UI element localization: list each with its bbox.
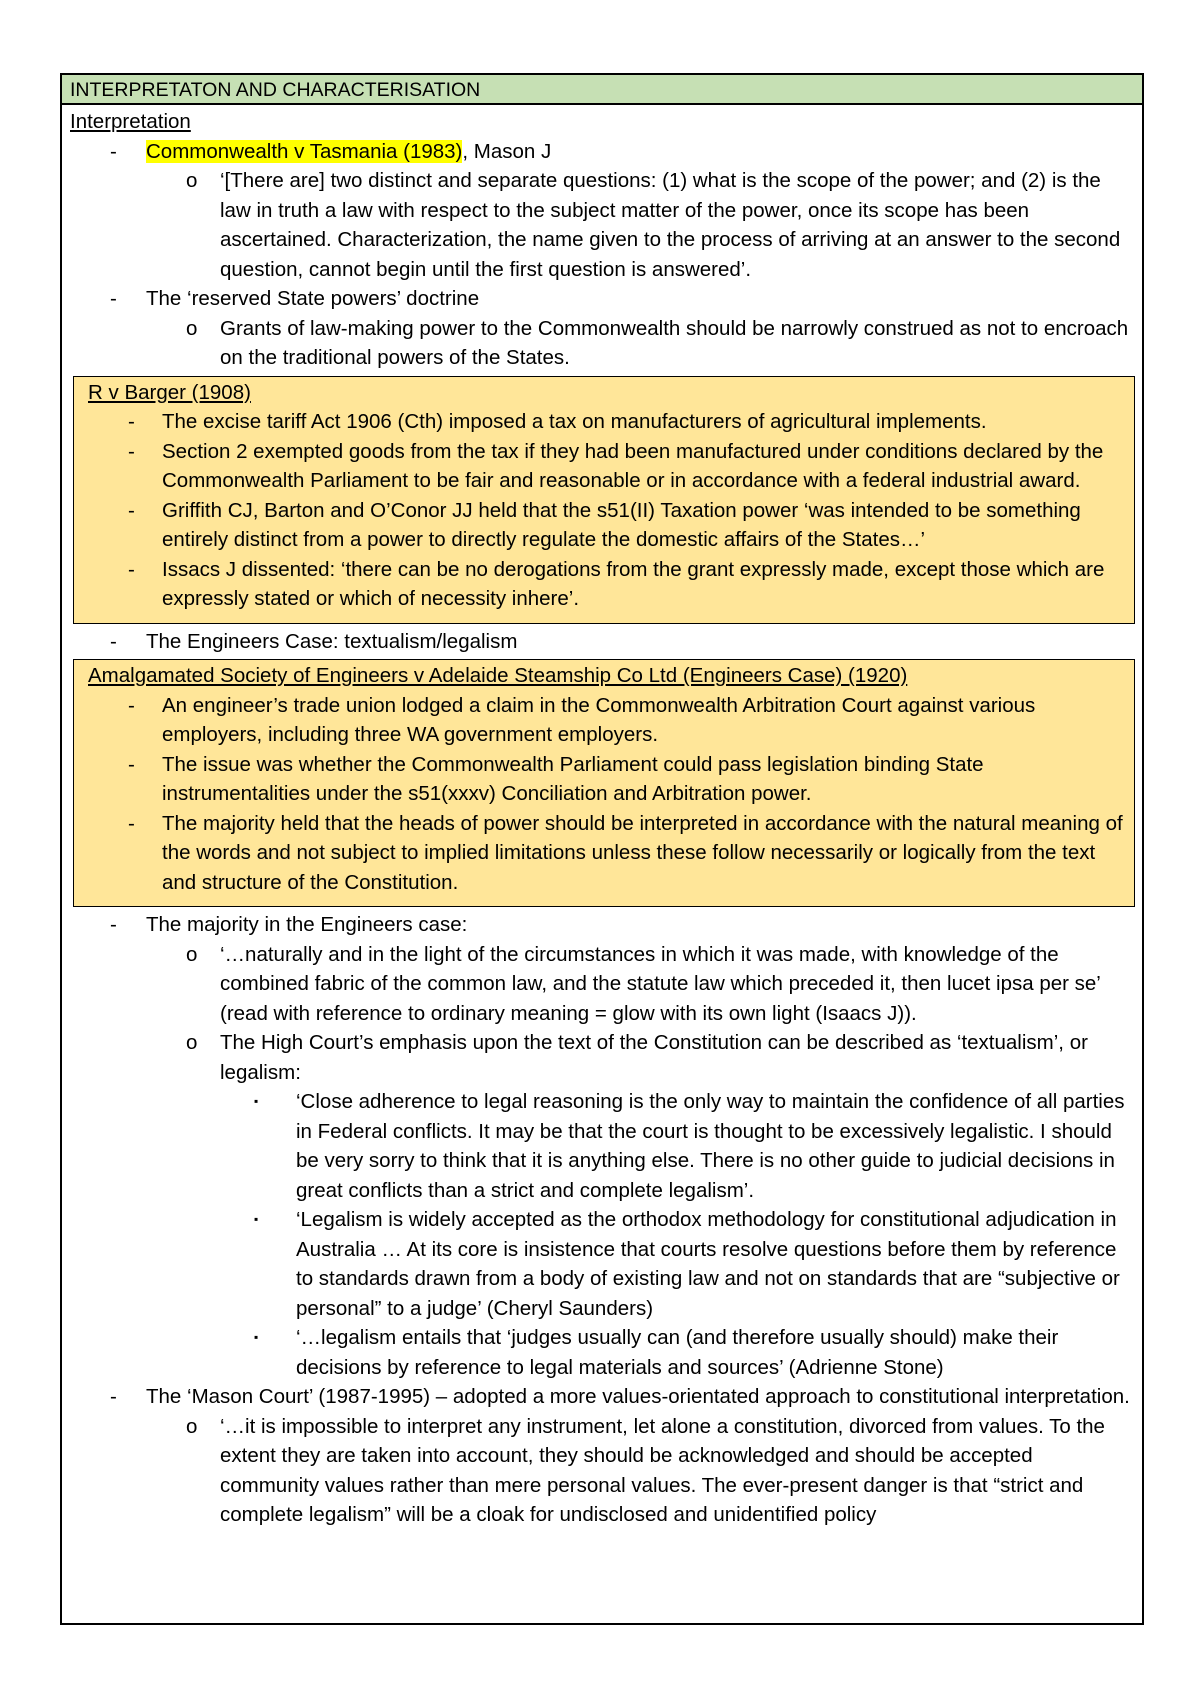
- case-point-text: Section 2 exempted goods from the tax if they had been manufactured under conditions declared by the Commonwealth Parliament to be fair and reasonable or in accordance with a federal industrial award.: [162, 439, 1104, 492]
- case-point: [74, 750, 1134, 809]
- dash-marker: -: [128, 557, 135, 581]
- case-point: [74, 496, 1134, 555]
- quote-item: [70, 1087, 1134, 1205]
- case-box-engineers: [73, 659, 1135, 907]
- case-title: R v Barger (1908): [88, 380, 251, 404]
- section-title: INTERPRETATON AND CHARACTERISATION: [70, 79, 481, 101]
- case-citation-highlight: Commonwealth v Tasmania (1983): [146, 139, 463, 163]
- bullet-mason-court: [70, 1382, 1134, 1412]
- interpretation-heading: Interpretation: [70, 110, 191, 133]
- sub-bullet-lucet-ipsa: [70, 940, 1134, 1029]
- document-table: [60, 73, 1144, 1625]
- dash-marker: -: [128, 410, 135, 433]
- dash-marker: -: [128, 752, 135, 776]
- case-point: [74, 555, 1134, 614]
- document-body: [62, 105, 1142, 1530]
- case-box-barger: [73, 376, 1135, 624]
- bullet-text: The Engineers Case: textualism/legalism: [146, 629, 518, 653]
- quote-text: ‘Close adherence to legal reasoning is the only way to maintain the confidence of all parties in Federal conflicts. It may be that the court is thought to be excessively legalistic. I should be very sorry to think that it is anything else. There is no other guide to judicial decisions in great conflicts than a strict and complete legalism’.: [296, 1090, 1125, 1202]
- sub-bullet-values: [70, 1412, 1134, 1530]
- case-point: [74, 437, 1134, 496]
- sub-bullet-text: ‘[There are] two distinct and separate questions: (1) what is the scope of the power; and (2) is the law in truth a law with respect to the subject matter of the power, once its scope has been ascertained. Characterization, the name given to the process of arriving at an answer to the second question, cannot begin until the first question is answered’.: [220, 169, 1121, 281]
- sub-bullet-text: Grants of law-making power to the Commonwealth should be narrowly construed as not to encroach on the traditional powers of the States.: [220, 316, 1129, 369]
- dash-marker: -: [110, 629, 117, 653]
- case-point: [74, 809, 1134, 898]
- dash-marker: -: [128, 693, 135, 717]
- case-title: Amalgamated Society of Engineers v Adelaide Steamship Co Ltd (Engineers Case) (1920): [88, 664, 908, 687]
- dash-marker: -: [110, 139, 117, 163]
- case-point-text: The excise tariff Act 1906 (Cth) imposed a tax on manufacturers of agricultural implements.: [162, 410, 987, 433]
- bullet-reserved-state-powers: [70, 284, 1134, 314]
- case-point-text: Griffith CJ, Barton and O’Conor JJ held that the s51(II) Taxation power ‘was intended to be something entirely distinct from a power to directly regulate the domestic affairs of the States…’: [162, 498, 1081, 551]
- circle-marker: o: [186, 942, 198, 966]
- quote-item: [70, 1323, 1134, 1382]
- square-marker: ▪: [254, 1094, 259, 1108]
- case-point: [74, 691, 1134, 750]
- sub-bullet-text: ‘…naturally and in the light of the circumstances in which it was made, with knowledge of the combined fabric of the common law, and the statute law which preceded it, then lucet ipsa per se’ (read with reference to ordinary meaning = glow with its own light (Isaacs J)).: [220, 942, 1101, 1025]
- sub-bullet-text: ‘…it is impossible to interpret any instrument, let alone a constitution, divorced from values. To the extent they are taken into account, they should be acknowledged and should be accepted community values rather than mere personal values. The ever-present danger is that “strict and complete legalism” will be a cloak for undisclosed and unidentified policy: [220, 1414, 1105, 1526]
- case-point-text: The issue was whether the Commonwealth Parliament could pass legislation binding State instrumentalities under the s51(xxxv) Conciliation and Arbitration power.: [162, 752, 984, 805]
- square-marker: ▪: [254, 1212, 259, 1226]
- bullet-engineers-case: [70, 627, 1134, 657]
- sub-bullet-mason-quote: [70, 166, 1134, 284]
- sub-bullet-grants: [70, 314, 1134, 373]
- quote-item: [70, 1205, 1134, 1323]
- dash-marker: -: [128, 498, 135, 522]
- case-point-text: An engineer’s trade union lodged a claim in the Commonwealth Arbitration Court against various employers, including three WA government employers.: [162, 693, 1036, 746]
- bullet-commonwealth-v-tasmania: [70, 137, 1134, 167]
- square-marker: ▪: [254, 1330, 259, 1344]
- case-judge: , Mason J: [462, 139, 552, 163]
- circle-marker: o: [186, 169, 198, 192]
- quote-text: ‘…legalism entails that ‘judges usually can (and therefore usually should) make their decisions by reference to legal materials and sources’ (Adrienne Stone): [296, 1326, 1059, 1379]
- bullet-text: The ‘Mason Court’ (1987-1995) – adopted a more values-orientated approach to constitutional interpretation.: [146, 1385, 1130, 1408]
- dash-marker: -: [128, 439, 135, 463]
- quote-text: ‘Legalism is widely accepted as the orthodox methodology for constitutional adjudication in Australia … At its core is insistence that courts resolve questions before them by reference to standards drawn from a body of existing law and not on standards that are “subjective or personal” to a judge’ (Cheryl Saunders): [296, 1208, 1120, 1320]
- sub-bullet-textualism: [70, 1028, 1134, 1087]
- dash-marker: -: [110, 1385, 117, 1408]
- dash-marker: -: [110, 287, 117, 310]
- circle-marker: o: [186, 316, 198, 340]
- bullet-majority: [70, 910, 1134, 940]
- dash-marker: -: [128, 811, 135, 835]
- sub-bullet-text: The High Court’s emphasis upon the text of the Constitution can be described as ‘textualism’, or legalism:: [220, 1031, 1088, 1084]
- dash-marker: -: [110, 913, 117, 936]
- table-header: [62, 75, 1142, 105]
- case-point-text: Issacs J dissented: ‘there can be no derogations from the grant expressly made, except those which are expressly stated or which of necessity inhere’.: [162, 557, 1105, 610]
- case-point-text: The majority held that the heads of power should be interpreted in accordance with the natural meaning of the words and not subject to implied limitations unless these follow necessarily or logically from the text and structure of the Constitution.: [162, 811, 1123, 894]
- bullet-text: The majority in the Engineers case:: [146, 913, 468, 936]
- bullet-text: The ‘reserved State powers’ doctrine: [146, 287, 480, 310]
- circle-marker: o: [186, 1414, 198, 1438]
- circle-marker: o: [186, 1031, 198, 1054]
- case-point: [74, 407, 1134, 437]
